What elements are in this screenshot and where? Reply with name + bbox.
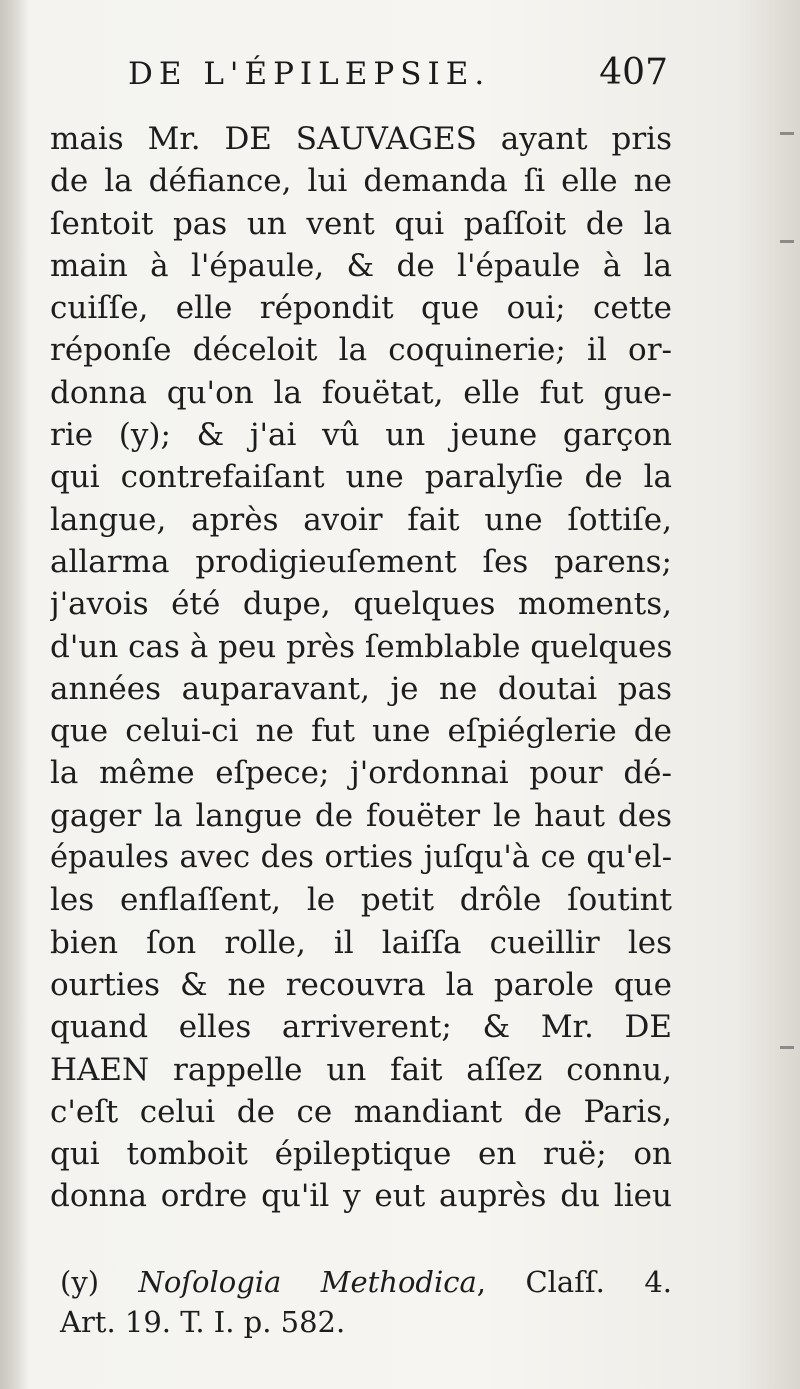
footnote-title: Noſologia Methodica xyxy=(138,1265,477,1299)
text-line: donna ordre qu'il y eut auprès du lieu xyxy=(50,1178,672,1215)
text-line: réponſe déceloit la coquinerie; il or- xyxy=(50,332,672,369)
footnote-line-2: Art. 19. T. I. p. 582. xyxy=(60,1305,346,1339)
text-line: quand elles arriverent; & Mr. DE xyxy=(50,1009,672,1046)
footnote-class-ref: , Claſſ. 4. xyxy=(476,1265,672,1299)
page-number: 407 xyxy=(599,52,668,93)
text-line: d'un cas à peu près ſemblable quelques xyxy=(50,628,672,665)
edge-mark xyxy=(780,1046,794,1049)
edge-mark xyxy=(780,240,794,243)
text-line: les enflaſſent, le petit drôle ſoutint xyxy=(50,882,672,919)
text-line: donna qu'on la fouëtat, elle fut gue- xyxy=(50,374,672,411)
binding-shadow xyxy=(0,0,28,1389)
running-head xyxy=(128,52,668,96)
text-line: HAEN rappelle un fait aſſez connu, xyxy=(50,1051,672,1088)
body-text xyxy=(50,118,672,1218)
text-line: gager la langue de fouëter le haut des xyxy=(50,797,672,834)
text-line: bien ſon rolle, il laiſſa cueillir les xyxy=(50,924,672,961)
text-line: j'avois été dupe, quelques moments, xyxy=(50,586,672,623)
footnote-marker: (y) xyxy=(60,1265,100,1299)
footnote xyxy=(60,1262,672,1342)
text-line: qui tomboit épileptique en ruë; on xyxy=(50,1136,672,1173)
text-line: mais Mr. DE SAUVAGES ayant pris xyxy=(50,121,672,157)
text-line: cuiſſe, elle répondit que oui; cette xyxy=(50,290,672,327)
text-line: que celui-ci ne fut une eſpiéglerie de xyxy=(50,713,672,750)
text-line: années auparavant, je ne doutai pas xyxy=(50,670,672,707)
text-line: qui contrefaiſant une paralyſie de la xyxy=(50,459,672,496)
text-line: rie (y); & j'ai vû un jeune garçon xyxy=(50,417,672,454)
text-line: de la défiance, lui demanda ſi elle ne xyxy=(50,163,672,200)
text-line: la même eſpece; j'ordonnai pour dé- xyxy=(50,755,672,792)
text-line: ourties & ne recouvra la parole que xyxy=(50,966,672,1003)
text-line: épaules avec des orties juſqu'à ce qu'el- xyxy=(50,840,672,876)
running-title: DE L'ÉPILEPSIE. xyxy=(128,56,491,92)
edge-mark xyxy=(780,132,794,135)
text-line: langue, après avoir fait une ſottiſe, xyxy=(50,501,672,538)
footnote-line-1 xyxy=(60,1262,672,1302)
text-line: main à l'épaule, & de l'épaule à la xyxy=(50,247,672,284)
text-line: ſentoit pas un vent qui paſſoit de la xyxy=(50,205,672,242)
text-line: c'eſt celui de ce mandiant de Paris, xyxy=(50,1093,672,1130)
text-line: allarma prodigieuſement ſes parens; xyxy=(50,543,672,580)
